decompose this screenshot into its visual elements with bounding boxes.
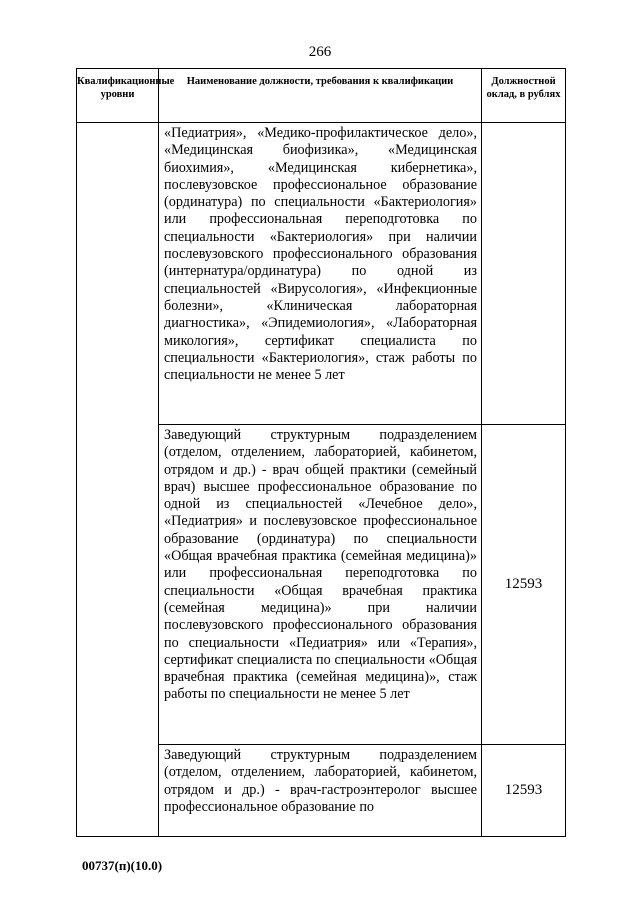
salary-cell: 12593 [482, 425, 566, 745]
page-number: 266 [308, 44, 332, 60]
table-row [77, 123, 566, 425]
header-position-requirements: Наименование должности, требования к квалификации [159, 69, 482, 123]
position-requirements-cell: Заведующий структурным подразделением (отделом, отделением, лабораторией, кабинетом, отрядом и др.) - врач общей практики (семейный врач) высшее профессиональное образование по одной из специальностей «Лечебное дело», «Педиатрия» и послевузовское профессиональное образование (ординатура) по специальности «Общая врачебная практика (семейная медицина)» или профессиональная переподготовка по специальности «Общая врачебная практика (семейная медицина)» при наличии послевузовского профессионального образования по специальности «Педиатрия» или «Терапия», сертификат специалиста по специальности «Общая врачебная практика (семейная медицина)», стаж работы по специальности не менее 5 лет [159, 425, 482, 745]
table-header-row [77, 69, 566, 123]
document-code: 00737(п)(10.0) [82, 858, 163, 873]
header-levels: Квалификационные уровни [77, 69, 159, 123]
header-salary: Должностной оклад, в рублях [482, 69, 566, 123]
salary-cell [482, 123, 566, 425]
position-requirements-cell: «Педиатрия», «Медико-профилактическое дело», «Медицинская биофизика», «Медицинская биохимия», «Медицинская кибернетика», послевузовское профессиональное образование (ординатура) по специальности «Бактериология» или профессиональная переподготовка по специальности «Бактериология» при наличии послевузовского профессионального образования (интернатура/ординатура) по одной из специальностей «Вирусология», «Инфекционные болезни», «Клиническая лабораторная диагностика», «Эпидемиология», «Лабораторная микология», сертификат специалиста по специальности «Бактериология», стаж работы по специальности не менее 5 лет [159, 123, 482, 425]
qualification-table [76, 68, 566, 837]
position-requirements-cell: Заведующий структурным подразделением (отделом, отделением, лабораторией, кабинетом, отрядом и др.) - врач-гастроэнтеролог высшее профессиональное образование по [159, 745, 482, 837]
salary-cell: 12593 [482, 745, 566, 837]
qualification-level-cell [77, 123, 159, 837]
